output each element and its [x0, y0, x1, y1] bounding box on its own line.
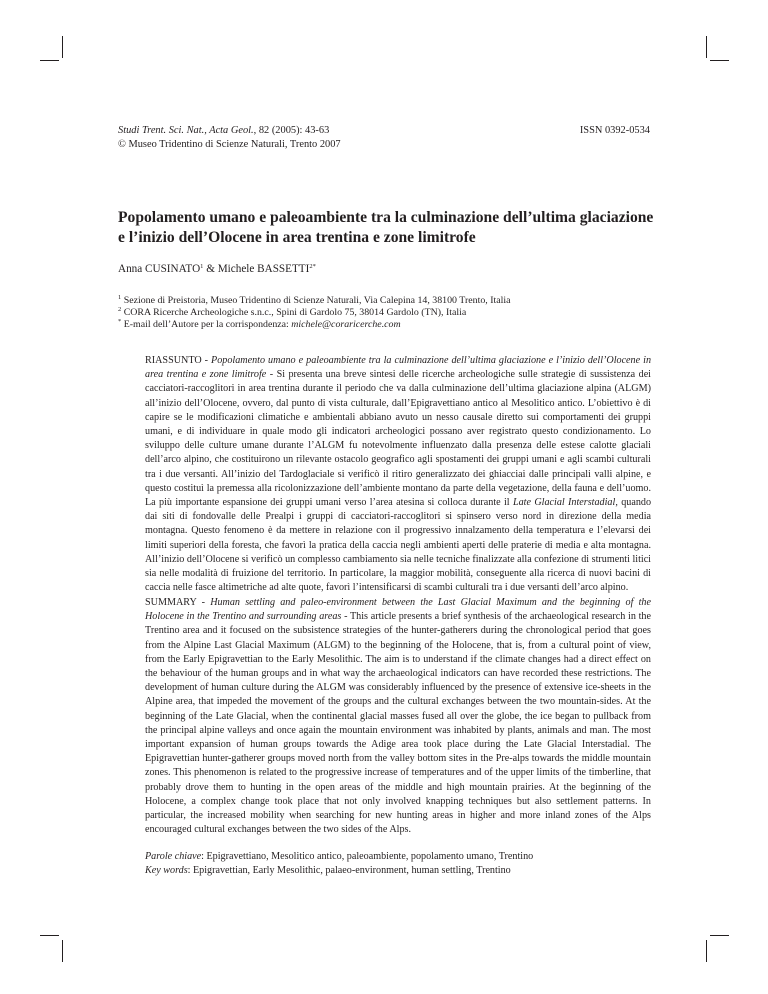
corresponding-author-line [118, 319, 510, 331]
parole-chiave-line [145, 850, 533, 864]
crop-mark-top-right-h [710, 60, 729, 61]
keywords [145, 850, 533, 878]
issn: ISSN 0392-0534 [579, 125, 650, 136]
author-line [118, 263, 316, 275]
parole-chiave-label: Parole chiave [145, 851, 202, 862]
corresponding-text: E-mail dell’Autore per la corrispondenza: [121, 319, 292, 331]
parole-chiave-values: : Epigravettiano, Mesolitico antico, paleoambiente, popolamento umano, Trentino [201, 851, 534, 862]
key-words-label: Key words [145, 865, 188, 877]
crop-mark-bottom-right-v [706, 940, 707, 962]
riassunto-body: - Si presenta una breve sintesi delle ricerche archeologiche sulle strategie di sussistenza dei cacciatori-raccoglitori in area trentina durante il periodo che va dalla culminazione dell’ultima glaciazione alpina (ALGM) all’inizio dell’Olocene, ovvero, dal punto di vista culturale, dall’Epigravettiano antico al Mesolitico antico. L’obiettivo è di capire se le modificazioni climatiche e ambientali abbiano avuto un nesso causale diretto sui comportamenti dei gruppi umani, e di individuare in quale modo gli indicatori archeologici possano aver registrato questo condizionamento. Lo sviluppo delle culture umane durante l’ALGM fu notevolmente influenzato dalla presenza delle estese calotte glaciali dell’arco alpino, che costituirono un rilevante ostacolo geografico agli spostamenti dei gruppi umani e agli scambi culturali tra i due versanti. All’inizio del Tardoglaciale si verificò il ritiro generalizzato dei ghiacciai dalle principali valli alpine, e questo costituì la premessa alla ricolonizzazione dell’ambiente montano da parte della vegetazione, della fauna e dell’uomo. La più importante espansione dei gruppi umani verso l’area atesina si colloca durante il [145, 369, 651, 509]
crop-mark-bottom-left-v [62, 940, 63, 962]
summary-label: SUMMARY - [145, 597, 211, 608]
affiliation-line [118, 295, 510, 307]
journal-info [118, 124, 341, 152]
summary-title: Human settling and paleo-environment between the Last Glacial Maximum and the beginning of the Holocene in the Trentino and surrounding areas [145, 597, 651, 623]
author-name: Michele BASSETTI [217, 263, 310, 275]
affiliation-text: Sezione di Preistoria, Museo Tridentino di Scienze Naturali, Via Calepina 14, 38100 Trento, Italia [121, 295, 511, 306]
journal-volume: , 82 (2005): 43-63 [253, 125, 330, 136]
article-title: Popolamento umano e paleoambiente tra la culminazione dell’ultima glaciazione e l’inizio dell’Olocene in area trentina e zone limitrofe [118, 209, 654, 246]
author-affiliation-marker: 1 [200, 263, 204, 270]
journal-citation-line [118, 124, 341, 138]
crop-mark-bottom-left-h [40, 935, 59, 936]
summary-body: - This article presents a brief synthesis of the archaeological research in the Trentino area and it focused on the subsistence strategies of the hunter-gatherers during the chronological period that goes from the Alpine Last Glacial Maximum (ALGM) to the beginning of the Holocene, that is, from a cultural point of view, from the Early Epigravettian to the Early Mesolithic. The aim is to understand if the climate changes had a direct effect on the behaviour of the human groups and in what way the archaeological indicators can have recorded these restrictions. The development of human culture during the ALGM was considerably influenced by the presence of extensive ice-sheets in the Alpine area, that impeded the movement of the groups and the cultural exchanges between the two mountain-sides. At the beginning of the Late Glacial, when the continental glacial masses fused all over the globe, the ice began to pullback from the principal alpine valleys and once again the mountain environment was inhabited by plants, animals and man. The most important expansion of human groups towards the Adige area took place during the Late Glacial Interstadial. The Epigravettian hunter-gatherer groups moved north from the valley bottom sites in the Pre-alps towards the middle mountain zones. This phenomenon is related to the progressive increase of temperatures and of the upper limits of the timberline, that probably drove them to hunting in the open areas of the middle and high mountain prairies. At the beginning of the Holocene, a complex change took place that not only involved knapping techniques but also settlement patterns. In particular, the increased mobility when searching for new hunting areas in higher and more inland zones of the Alps encouraged cultural exchanges between the two sides of the Alps. [145, 611, 651, 836]
riassunto-body-italic: Late Glacial Interstadial [512, 497, 616, 509]
summary-abstract [145, 596, 651, 837]
key-words-values: : Epigravettian, Early Mesolithic, palaeo-environment, human settling, Trentino [187, 865, 511, 877]
riassunto-label: RIASSUNTO - [145, 355, 212, 366]
crop-mark-bottom-right-h [710, 935, 729, 936]
riassunto-body: , quando dai siti di fondovalle delle Prealpi i gruppi di cacciatori-raccoglitori si spinsero verso nord in direzione della media montagna. Questo fenomeno è da mettere in relazione con il progressivo innalzamento della temperatura e l’elevarsi dei limiti superiori della foresta, che favorì la pratica della caccia negli ambienti aperti delle praterie di media e alta montagna. All’inizio dell’Olocene si verificò un complesso cambiamento sia nelle tecniche finalizzate alla confezione di strumenti litici sia nelle modalità di fruizione del territorio. In particolare, la maggior mobilità, conseguente alla ricerca di nuovi bacini di caccia nelle fasce altimetriche ad alte quote, favorì l’intensificarsi di scambi culturali tra i due versanti dell’arco alpino. [145, 497, 652, 594]
author-separator: & [203, 263, 218, 275]
journal-citation: Studi Trent. Sci. Nat., Acta Geol. [118, 125, 254, 136]
corresponding-email[interactable]: michele@coraricerche.com [291, 319, 401, 331]
affiliations [118, 295, 510, 332]
affiliation-text: CORA Ricerche Archeologiche s.n.c., Spini di Gardolo 75, 38014 Gardolo (TN), Italia [121, 307, 467, 319]
copyright-line: © Museo Tridentino di Scienze Naturali, Trento 2007 [118, 139, 341, 150]
riassunto-abstract [145, 354, 651, 595]
corresponding-marker: * [118, 318, 122, 326]
affiliation-marker: 1 [118, 294, 122, 301]
affiliation-line [118, 307, 510, 319]
crop-mark-top-right-v [706, 36, 707, 58]
crop-mark-top-left-v [62, 36, 63, 58]
affiliation-marker: 2 [118, 306, 122, 314]
crop-mark-top-left-h [40, 60, 59, 61]
key-words-line [145, 864, 533, 878]
author-affiliation-marker: 2* [309, 263, 316, 270]
riassunto-title: Popolamento umano e paleoambiente tra la culminazione dell’ultima glaciazione e l’inizio dell’Olocene in area trentina e zone limitrofe [145, 355, 652, 381]
author-name: Anna CUSINATO [118, 263, 201, 275]
